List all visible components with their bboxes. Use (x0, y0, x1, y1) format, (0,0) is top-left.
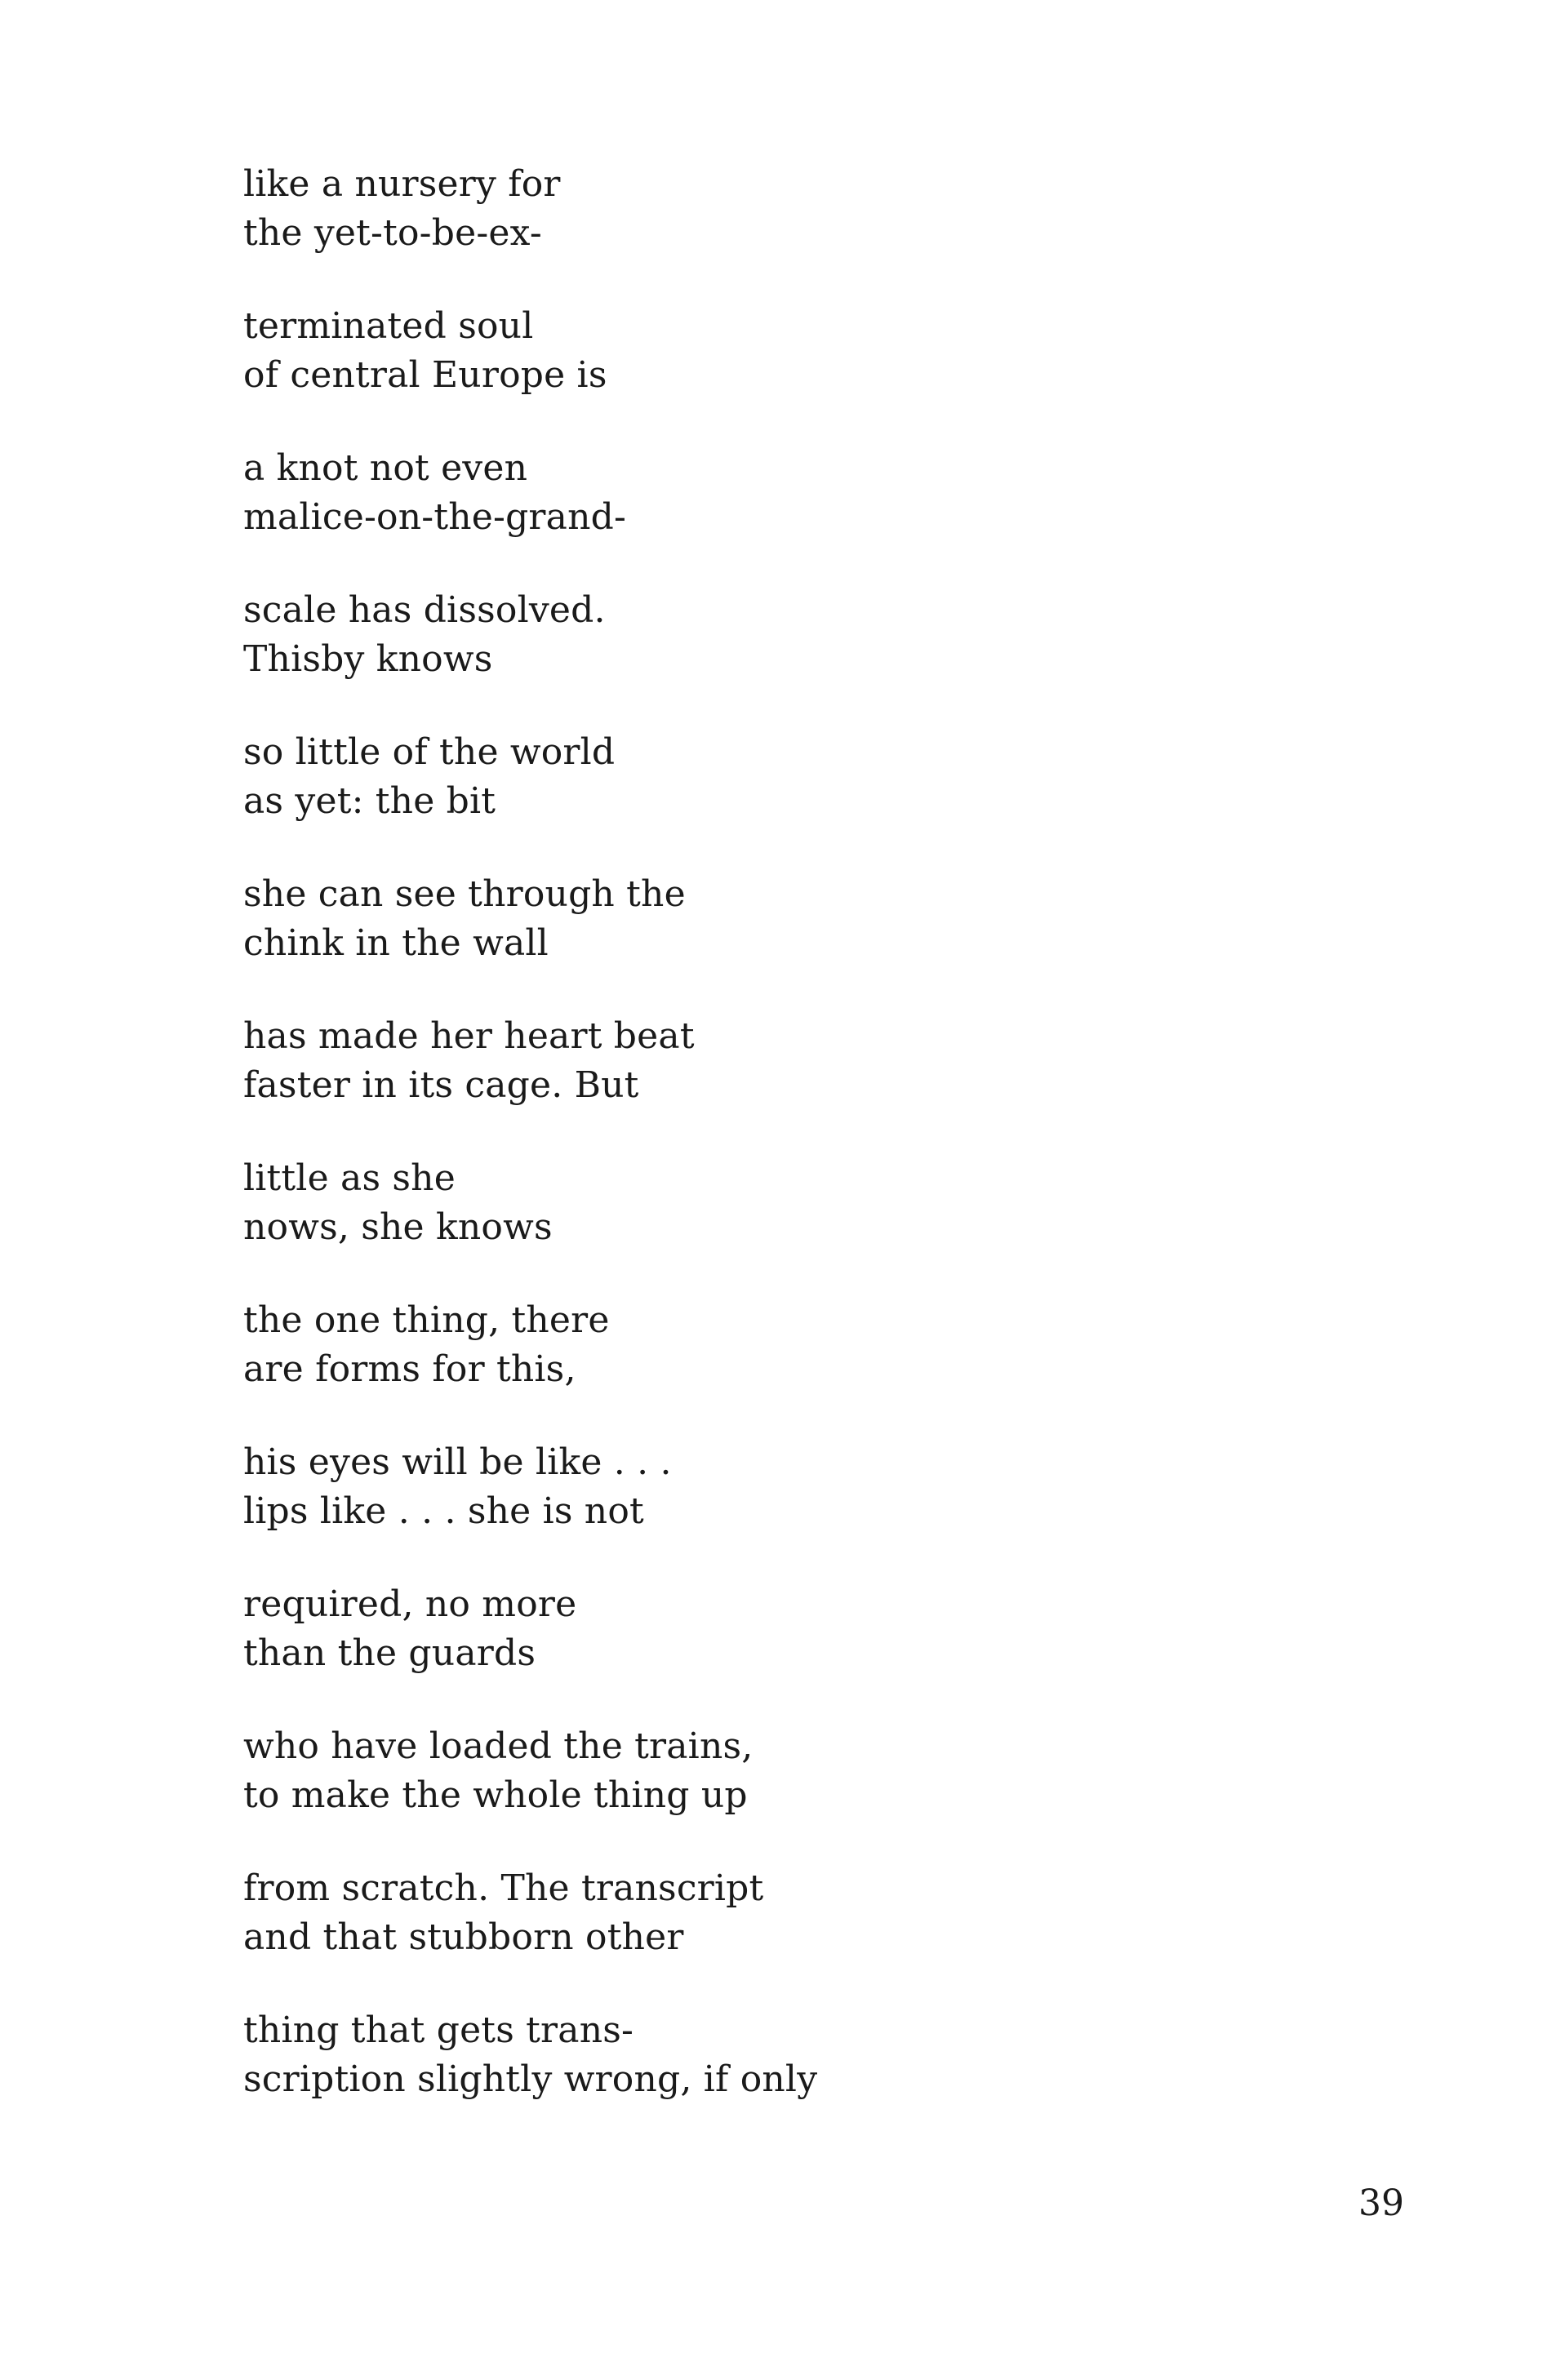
poem-line: she can see through the (243, 873, 686, 915)
poem-line: lips like . . . she is not (243, 1490, 644, 1532)
poem-line: has made her heart beat (243, 1015, 695, 1057)
poem-line: to make the whole thing up (243, 1774, 748, 1816)
stanza (243, 1438, 1305, 1580)
poem-line: as yet: the bit (243, 780, 496, 822)
stanza (243, 1864, 1305, 2006)
poem-line: chink in the wall (243, 922, 549, 964)
poem-line: thing that gets trans- (243, 2009, 634, 2051)
poem-line: nows, she knows (243, 1206, 553, 1248)
poem-line: the yet-to-be-ex- (243, 212, 542, 254)
stanza (243, 1296, 1305, 1438)
poem-line: the one thing, there (243, 1299, 610, 1341)
stanza (243, 444, 1305, 586)
poem-line: of central Europe is (243, 354, 607, 396)
poem-line: Thisby knows (243, 638, 493, 680)
stanza (243, 586, 1305, 728)
page-number: 39 (1358, 2182, 1404, 2224)
stanza (243, 160, 1305, 302)
poem-line: terminated soul (243, 305, 534, 347)
poem-line: faster in its cage. But (243, 1064, 639, 1106)
poem-line: and that stubborn other (243, 1916, 684, 1958)
poem-line: are forms for this, (243, 1348, 576, 1390)
poem-line: who have loaded the trains, (243, 1725, 754, 1767)
poem-line: from scratch. The transcript (243, 1867, 764, 1909)
poem-line: little as she (243, 1157, 456, 1199)
stanza (243, 1012, 1305, 1154)
poem-line: his eyes will be like . . . (243, 1441, 672, 1483)
stanza (243, 302, 1305, 444)
stanza (243, 870, 1305, 1012)
stanza (243, 1580, 1305, 1722)
stanza (243, 2006, 1305, 2148)
poem-line: like a nursery for (243, 163, 561, 205)
poem-line: required, no more (243, 1583, 577, 1625)
poem-line: malice-on-the-grand- (243, 496, 627, 538)
poem-line: a knot not even (243, 447, 528, 489)
poem-line: scription slightly wrong, if only (243, 2058, 818, 2100)
stanza (243, 1722, 1305, 1864)
poem-body (243, 160, 1305, 2148)
poem-line: than the guards (243, 1632, 536, 1674)
stanza (243, 728, 1305, 870)
stanza (243, 1154, 1305, 1296)
poem-line: scale has dissolved. (243, 589, 606, 631)
poem-line: so little of the world (243, 731, 616, 773)
